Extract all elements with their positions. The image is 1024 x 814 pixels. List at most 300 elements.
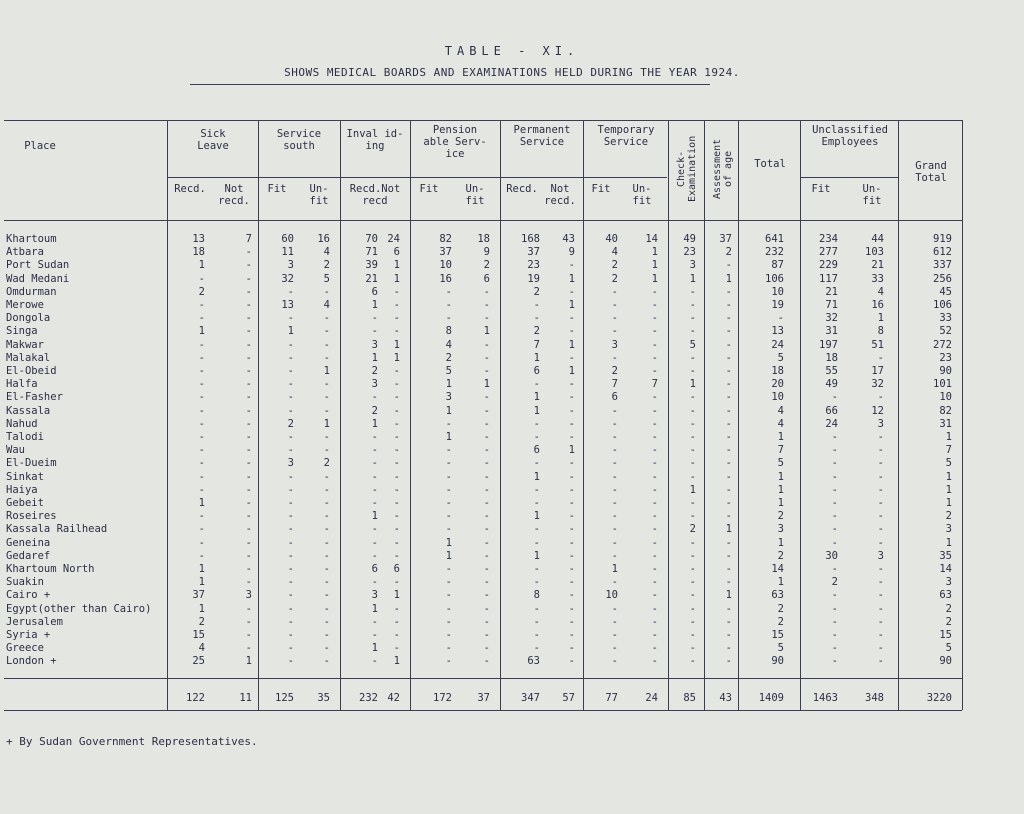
row-place: Wau xyxy=(6,444,25,457)
row-cell: 23 xyxy=(527,259,540,272)
row-cell: 2 xyxy=(725,246,732,259)
row-cell: - xyxy=(245,642,252,655)
row-place: Port Sudan xyxy=(6,259,70,272)
row-cell: 11 xyxy=(281,246,294,259)
row-cell: 7 xyxy=(945,444,952,457)
row-cell: - xyxy=(568,483,575,496)
row-cell: 1 xyxy=(568,444,575,457)
row-cell: 37 xyxy=(439,246,452,259)
row-cell: 13 xyxy=(281,299,294,311)
row-place: El-Dueim xyxy=(6,457,57,470)
row-cell: - xyxy=(611,285,618,298)
row-place: Jerusalem xyxy=(6,615,63,628)
row-cell: - xyxy=(725,510,732,523)
row-cell: - xyxy=(568,431,575,443)
row-cell: 1 xyxy=(689,378,696,391)
row-cell: 45 xyxy=(939,285,952,298)
row-cell: 232 xyxy=(765,246,784,259)
row-cell: - xyxy=(611,417,618,430)
row-cell: - xyxy=(393,325,400,338)
row-cell: - xyxy=(689,629,696,641)
row-cell: - xyxy=(323,536,330,549)
row-cell: - xyxy=(287,404,294,417)
header-temporary-service: Temporary Service xyxy=(597,124,655,148)
row-cell: - xyxy=(445,563,452,575)
row-cell: 1 xyxy=(445,549,452,562)
row-cell: 106 xyxy=(933,299,952,311)
row-cell: 3 xyxy=(371,338,378,351)
row-cell: - xyxy=(651,483,658,496)
row-cell: - xyxy=(689,351,696,364)
subheader-fit: Fit xyxy=(811,183,831,195)
row-cell: - xyxy=(611,431,618,443)
row-cell: - xyxy=(568,285,575,298)
row-cell: - xyxy=(323,589,330,602)
row-cell: 90 xyxy=(771,655,784,668)
row-cell: - xyxy=(568,642,575,655)
row-cell: - xyxy=(393,299,400,311)
row-cell: - xyxy=(831,563,838,575)
row-cell: - xyxy=(831,602,838,615)
row-cell: - xyxy=(483,444,490,457)
row-cell: 2 xyxy=(777,602,784,615)
row-cell: - xyxy=(393,457,400,470)
row-cell: 4 xyxy=(198,642,205,655)
row-cell: - xyxy=(877,470,884,483)
row-cell: - xyxy=(568,457,575,470)
row-cell: 1 xyxy=(323,365,330,377)
row-cell: - xyxy=(651,510,658,523)
row-cell: - xyxy=(831,589,838,602)
row-cell: 1 xyxy=(533,351,540,364)
row-cell: - xyxy=(533,536,540,549)
header-sick-leave: Sick Leave xyxy=(197,128,229,152)
row-cell: - xyxy=(287,470,294,483)
row-cell: 1 xyxy=(483,325,490,338)
row-cell: - xyxy=(287,655,294,668)
row-cell: 1 xyxy=(371,299,378,311)
row-cell: - xyxy=(689,285,696,298)
row-place: Merowe xyxy=(6,299,44,311)
row-cell: 3 xyxy=(445,391,452,404)
row-cell: 6 xyxy=(483,272,490,285)
row-cell: 1 xyxy=(651,259,658,272)
row-cell: - xyxy=(611,299,618,311)
row-cell: - xyxy=(611,457,618,470)
row-cell: 1 xyxy=(533,510,540,523)
row-cell: - xyxy=(323,523,330,536)
row-cell: 33 xyxy=(871,272,884,285)
row-cell: 2 xyxy=(483,259,490,272)
row-cell: - xyxy=(651,655,658,668)
row-cell: 3 xyxy=(945,576,952,589)
row-cell: - xyxy=(245,523,252,536)
row-cell: - xyxy=(611,536,618,549)
row-cell: 1 xyxy=(198,576,205,589)
row-cell: - xyxy=(533,563,540,575)
row-cell: - xyxy=(568,417,575,430)
row-cell: - xyxy=(483,510,490,523)
row-cell: 1 xyxy=(393,655,400,668)
row-cell: 63 xyxy=(771,589,784,602)
row-cell: 1 xyxy=(533,470,540,483)
row-cell: 32 xyxy=(825,312,838,325)
row-cell: - xyxy=(877,655,884,668)
row-cell: - xyxy=(568,602,575,615)
row-cell: 4 xyxy=(323,299,330,311)
row-cell: 5 xyxy=(445,365,452,377)
row-cell: - xyxy=(245,246,252,259)
row-cell: 1 xyxy=(533,549,540,562)
row-cell: - xyxy=(611,444,618,457)
row-cell: - xyxy=(483,365,490,377)
row-cell: - xyxy=(393,483,400,496)
row-place: Nahud xyxy=(6,417,38,430)
row-cell: - xyxy=(651,536,658,549)
row-cell: - xyxy=(533,431,540,443)
row-cell: 2 xyxy=(371,365,378,377)
row-cell: - xyxy=(651,325,658,338)
row-cell: 272 xyxy=(933,338,952,351)
row-cell: - xyxy=(445,589,452,602)
row-cell: 5 xyxy=(777,351,784,364)
row-cell: 1 xyxy=(945,497,952,509)
row-cell: - xyxy=(611,642,618,655)
row-cell: 43 xyxy=(562,233,575,245)
row-cell: - xyxy=(877,510,884,523)
row-cell: - xyxy=(568,549,575,562)
row-cell: - xyxy=(651,549,658,562)
row-cell: - xyxy=(725,457,732,470)
row-place: Talodi xyxy=(6,431,44,443)
row-place: Gebeit xyxy=(6,497,44,509)
row-cell: - xyxy=(725,655,732,668)
row-cell: 3 xyxy=(245,589,252,602)
row-cell: - xyxy=(287,510,294,523)
row-cell: 6 xyxy=(393,246,400,259)
row-cell: 31 xyxy=(825,325,838,338)
row-cell: 15 xyxy=(771,629,784,641)
row-cell: 12 xyxy=(871,404,884,417)
row-cell: - xyxy=(725,470,732,483)
row-cell: 117 xyxy=(819,272,838,285)
row-cell: - xyxy=(568,470,575,483)
row-cell: - xyxy=(831,629,838,641)
row-cell: - xyxy=(725,417,732,430)
row-cell: - xyxy=(445,312,452,325)
row-cell: - xyxy=(287,483,294,496)
row-cell: 51 xyxy=(871,338,884,351)
row-cell: - xyxy=(725,536,732,549)
row-cell: - xyxy=(568,312,575,325)
row-cell: - xyxy=(323,629,330,641)
row-cell: - xyxy=(287,431,294,443)
row-cell: - xyxy=(568,391,575,404)
subheader-unfit: Un- fit xyxy=(309,183,329,207)
row-cell: 3 xyxy=(371,589,378,602)
row-cell: 24 xyxy=(771,338,784,351)
row-cell: - xyxy=(725,325,732,338)
row-cell: 2 xyxy=(198,615,205,628)
row-cell: 1 xyxy=(945,431,952,443)
row-cell: - xyxy=(483,431,490,443)
row-cell: 1 xyxy=(777,483,784,496)
row-cell: - xyxy=(287,589,294,602)
row-cell: - xyxy=(877,391,884,404)
row-cell: - xyxy=(725,615,732,628)
row-place: Omdurman xyxy=(6,285,57,298)
row-cell: 1 xyxy=(393,589,400,602)
row-cell: - xyxy=(483,299,490,311)
row-cell: 14 xyxy=(939,563,952,575)
row-cell: 1 xyxy=(445,404,452,417)
row-cell: - xyxy=(725,351,732,364)
row-cell: - xyxy=(483,602,490,615)
row-cell: - xyxy=(371,391,378,404)
header-total: Total xyxy=(754,158,786,170)
row-cell: - xyxy=(323,444,330,457)
row-cell: 2 xyxy=(198,285,205,298)
totals-cell: 57 xyxy=(562,692,575,704)
row-cell: 1 xyxy=(393,272,400,285)
row-cell: 21 xyxy=(871,259,884,272)
row-cell: - xyxy=(651,444,658,457)
row-cell: - xyxy=(287,338,294,351)
row-cell: - xyxy=(651,312,658,325)
row-cell: 30 xyxy=(825,549,838,562)
row-cell: - xyxy=(651,431,658,443)
row-cell: 3 xyxy=(877,417,884,430)
row-cell: 10 xyxy=(771,391,784,404)
row-cell: 16 xyxy=(871,299,884,311)
row-cell: - xyxy=(245,444,252,457)
subheader-not-recd: Not recd. xyxy=(544,183,576,207)
row-cell: - xyxy=(393,378,400,391)
row-cell: 8 xyxy=(877,325,884,338)
subheader-fit: Fit xyxy=(419,183,439,195)
row-cell: - xyxy=(198,417,205,430)
row-cell: - xyxy=(393,444,400,457)
row-cell: - xyxy=(611,602,618,615)
row-cell: - xyxy=(725,338,732,351)
row-cell: - xyxy=(877,483,884,496)
row-cell: 1 xyxy=(393,338,400,351)
row-cell: - xyxy=(831,615,838,628)
row-cell: 1 xyxy=(945,536,952,549)
row-cell: - xyxy=(689,563,696,575)
row-cell: - xyxy=(689,391,696,404)
row-cell: - xyxy=(877,615,884,628)
row-cell: - xyxy=(831,523,838,536)
row-place: Geneina xyxy=(6,536,51,549)
row-cell: 5 xyxy=(945,642,952,655)
row-cell: - xyxy=(393,470,400,483)
row-place: Khartoum North xyxy=(6,563,95,575)
row-cell: 1 xyxy=(777,536,784,549)
row-cell: - xyxy=(483,655,490,668)
row-cell: - xyxy=(445,470,452,483)
row-cell: - xyxy=(198,299,205,311)
row-cell: 6 xyxy=(371,285,378,298)
row-cell: 35 xyxy=(939,549,952,562)
row-cell: 1 xyxy=(568,299,575,311)
row-cell: - xyxy=(287,351,294,364)
table-subtitle: SHOWS MEDICAL BOARDS AND EXAMINATIONS HELD DURING THE YEAR 1924. xyxy=(284,66,740,79)
row-cell: - xyxy=(323,404,330,417)
totals-cell: 172 xyxy=(433,692,452,704)
row-cell: 5 xyxy=(323,272,330,285)
row-cell: - xyxy=(245,404,252,417)
row-cell: 5 xyxy=(945,457,952,470)
row-cell: 18 xyxy=(825,351,838,364)
row-cell: - xyxy=(287,563,294,575)
row-cell: 4 xyxy=(777,404,784,417)
row-cell: 1 xyxy=(445,536,452,549)
row-cell: - xyxy=(651,615,658,628)
row-place: Syria + xyxy=(6,629,51,641)
row-cell: 6 xyxy=(393,563,400,575)
totals-cell: 3220 xyxy=(926,692,952,704)
row-cell: - xyxy=(198,351,205,364)
row-cell: - xyxy=(287,312,294,325)
row-cell: 7 xyxy=(651,378,658,391)
row-cell: 2 xyxy=(287,417,294,430)
row-cell: 71 xyxy=(365,246,378,259)
row-cell: - xyxy=(323,655,330,668)
row-cell: - xyxy=(371,325,378,338)
row-cell: 1 xyxy=(393,259,400,272)
row-cell: - xyxy=(533,299,540,311)
row-cell: 32 xyxy=(871,378,884,391)
row-cell: - xyxy=(393,285,400,298)
header-bottom-rule xyxy=(4,220,962,221)
row-cell: - xyxy=(287,602,294,615)
row-cell: - xyxy=(198,378,205,391)
row-cell: - xyxy=(483,417,490,430)
row-cell: 3 xyxy=(611,338,618,351)
row-cell: 10 xyxy=(439,259,452,272)
row-cell: - xyxy=(877,629,884,641)
row-cell: - xyxy=(371,470,378,483)
row-cell: 1 xyxy=(393,351,400,364)
row-cell: 63 xyxy=(527,655,540,668)
row-cell: - xyxy=(651,338,658,351)
row-cell: - xyxy=(831,431,838,443)
subheader-fit: Fit xyxy=(267,183,287,195)
row-cell: - xyxy=(323,391,330,404)
row-cell: - xyxy=(393,391,400,404)
totals-cell: 37 xyxy=(477,692,490,704)
row-cell: 2 xyxy=(777,615,784,628)
row-cell: 87 xyxy=(771,259,784,272)
row-cell: - xyxy=(198,444,205,457)
row-cell: - xyxy=(287,365,294,377)
row-place: Egypt(other than Cairo) xyxy=(6,602,152,615)
subheader-recd-not-recd: Recd.Not recd xyxy=(349,183,401,207)
row-cell: - xyxy=(393,576,400,589)
row-cell: - xyxy=(287,523,294,536)
row-cell: - xyxy=(725,431,732,443)
row-cell: - xyxy=(371,431,378,443)
row-cell: - xyxy=(877,431,884,443)
row-cell: - xyxy=(689,404,696,417)
row-cell: 10 xyxy=(605,589,618,602)
row-cell: - xyxy=(689,549,696,562)
row-cell: 24 xyxy=(387,233,400,245)
row-cell: - xyxy=(371,655,378,668)
row-cell: - xyxy=(689,510,696,523)
row-cell: 168 xyxy=(521,233,540,245)
row-cell: - xyxy=(689,431,696,443)
row-cell: - xyxy=(245,365,252,377)
row-cell: - xyxy=(393,431,400,443)
row-cell: - xyxy=(445,629,452,641)
row-cell: - xyxy=(245,417,252,430)
row-cell: - xyxy=(611,549,618,562)
row-cell: - xyxy=(651,576,658,589)
row-cell: - xyxy=(323,576,330,589)
row-place: Cairo + xyxy=(6,589,51,602)
row-cell: - xyxy=(245,338,252,351)
row-cell: 10 xyxy=(939,391,952,404)
row-cell: 1 xyxy=(445,378,452,391)
header-unclassified-employees: Unclassified Employees xyxy=(812,124,888,148)
row-cell: - xyxy=(533,576,540,589)
row-cell: - xyxy=(198,483,205,496)
row-cell: - xyxy=(445,602,452,615)
row-place: El-Obeid xyxy=(6,365,57,377)
row-cell: - xyxy=(725,285,732,298)
row-cell: - xyxy=(245,576,252,589)
row-cell: 1 xyxy=(533,391,540,404)
row-cell: - xyxy=(245,325,252,338)
row-cell: - xyxy=(725,483,732,496)
row-cell: - xyxy=(371,312,378,325)
row-cell: - xyxy=(725,576,732,589)
row-cell: 1 xyxy=(245,655,252,668)
row-cell: - xyxy=(568,404,575,417)
row-cell: - xyxy=(831,444,838,457)
row-cell: - xyxy=(725,404,732,417)
totals-cell: 1409 xyxy=(758,692,784,704)
row-cell: - xyxy=(287,285,294,298)
header-place: Place xyxy=(24,140,56,152)
row-cell: - xyxy=(245,391,252,404)
row-cell: - xyxy=(287,444,294,457)
row-cell: - xyxy=(393,629,400,641)
row-cell: 1 xyxy=(323,417,330,430)
row-cell: - xyxy=(445,497,452,509)
row-cell: - xyxy=(245,563,252,575)
row-cell: - xyxy=(611,325,618,338)
row-place: London + xyxy=(6,655,57,668)
totals-cell: 122 xyxy=(186,692,205,704)
row-cell: 32 xyxy=(281,272,294,285)
row-cell: - xyxy=(611,629,618,641)
row-cell: - xyxy=(533,312,540,325)
row-cell: 2 xyxy=(533,325,540,338)
row-cell: 2 xyxy=(323,457,330,470)
row-cell: 1 xyxy=(198,325,205,338)
row-cell: - xyxy=(483,589,490,602)
row-cell: - xyxy=(245,602,252,615)
row-cell: - xyxy=(877,497,884,509)
row-place: Singa xyxy=(6,325,38,338)
row-cell: 4 xyxy=(877,285,884,298)
row-cell: - xyxy=(245,272,252,285)
subheader-recd: Recd. xyxy=(174,183,206,195)
row-cell: 71 xyxy=(825,299,838,311)
